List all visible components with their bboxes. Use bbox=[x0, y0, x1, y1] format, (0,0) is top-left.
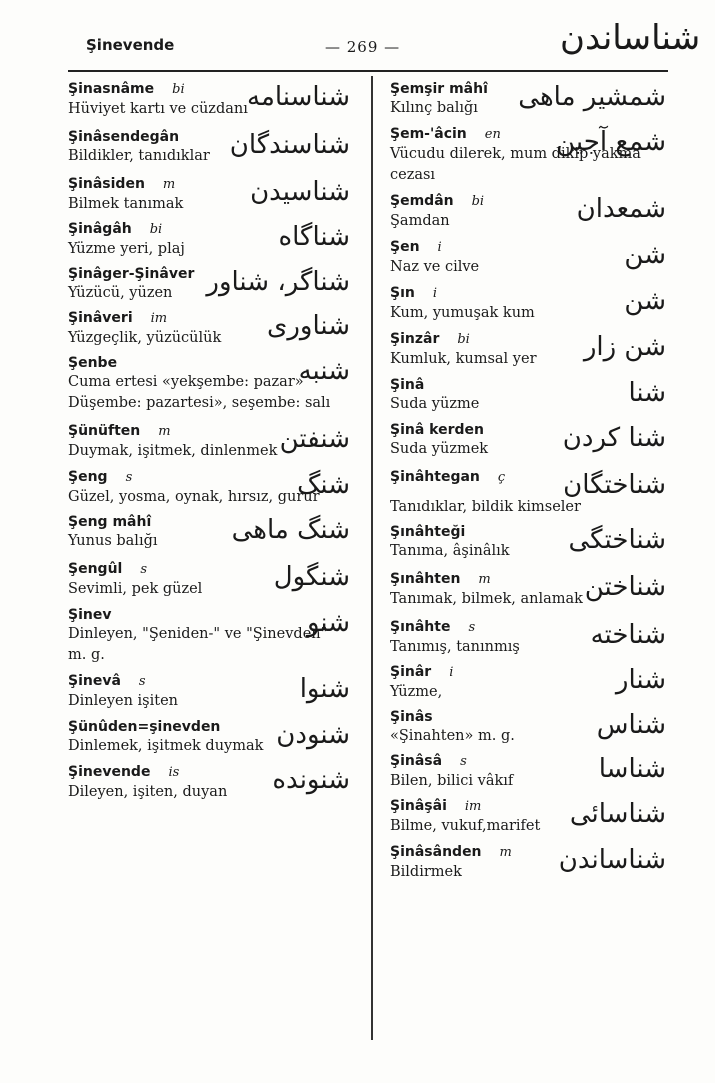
part-of-speech: s bbox=[138, 674, 146, 689]
entry-definition: Bildikler, tanıdıklar bbox=[68, 148, 210, 164]
arabic-script: شن bbox=[624, 240, 666, 270]
arabic-script: شن زار bbox=[583, 332, 666, 362]
entry-definition: Bilmek tanımak bbox=[68, 196, 184, 212]
part-of-speech: im bbox=[150, 311, 168, 326]
part-of-speech: i bbox=[432, 286, 438, 301]
headword-text: Şinevende bbox=[68, 764, 151, 780]
headword-text: Şünüften bbox=[68, 423, 141, 439]
part-of-speech: s bbox=[125, 470, 133, 485]
dictionary-entry bbox=[390, 618, 666, 658]
headword-text: Şinâger-Şinâver bbox=[68, 266, 195, 282]
dictionary-entry bbox=[390, 468, 666, 518]
part-of-speech: bi bbox=[149, 222, 163, 237]
part-of-speech: ç bbox=[497, 470, 506, 485]
dictionary-entry bbox=[68, 128, 350, 167]
headword-text: Şinâr bbox=[390, 664, 432, 680]
entry-definition: Naz ve cilve bbox=[390, 259, 480, 275]
part-of-speech: s bbox=[140, 562, 148, 577]
headword-text: Şinâsânden bbox=[390, 844, 482, 860]
arabic-script: شمعدان bbox=[576, 194, 666, 224]
right-column bbox=[390, 80, 666, 889]
dictionary-entry bbox=[68, 718, 350, 757]
dictionary-entry bbox=[68, 309, 350, 349]
entry-definition: Cuma ertesi «yekşembe: pazar» Düşembe: pazartesi», seşembe: salı bbox=[68, 374, 331, 411]
headword-text: Şın bbox=[390, 285, 415, 301]
entry-definition: Yunus balığı bbox=[68, 533, 158, 549]
entry-definition: Dileyen, işiten, duyan bbox=[68, 784, 228, 800]
entry-definition: Suda yüzmek bbox=[390, 441, 489, 457]
column-divider bbox=[371, 76, 373, 1040]
dictionary-entry bbox=[390, 376, 666, 415]
arabic-script: شنونده bbox=[272, 765, 350, 795]
dictionary-entry bbox=[68, 80, 350, 120]
dictionary-entry bbox=[68, 220, 350, 260]
entry-definition: «Şinahten» m. g. bbox=[390, 728, 515, 744]
dictionary-entry bbox=[390, 797, 666, 837]
arabic-script: شنوا bbox=[299, 674, 350, 704]
headword-text: Şinâsendegân bbox=[68, 129, 180, 145]
dictionary-entry bbox=[390, 192, 666, 232]
arabic-script: شناگر، شناور bbox=[206, 267, 350, 297]
arabic-script: شناختگی bbox=[568, 525, 666, 555]
headword-text: Şınâhten bbox=[390, 571, 461, 587]
arabic-script: شنگ ماهی bbox=[231, 515, 350, 545]
headword-text: Şinâsiden bbox=[68, 176, 145, 192]
entry-definition: Tanımak, bilmek, anlamak bbox=[390, 591, 583, 607]
headword-text: Şen bbox=[390, 239, 420, 255]
dictionary-entry bbox=[68, 265, 350, 304]
arabic-script: شنودن bbox=[276, 720, 350, 750]
entry-definition: Tanımış, tanınmış bbox=[390, 639, 520, 655]
headword-text: Şinâhtegan bbox=[390, 469, 480, 485]
entry-definition: Dinlemek, işitmek duymak bbox=[68, 738, 264, 754]
headword-text: Şınâhte bbox=[390, 619, 451, 635]
headword-text: Şengûl bbox=[68, 561, 123, 577]
headword-text: Şinev bbox=[68, 607, 112, 623]
arabic-script: شناساندن bbox=[558, 845, 666, 875]
arabic-script: شناگاه bbox=[278, 222, 350, 252]
arabic-script: شنا کردن bbox=[562, 423, 666, 453]
dictionary-entry bbox=[390, 708, 666, 747]
arabic-script: شنار bbox=[615, 665, 666, 695]
entry-definition: Yüzgeçlik, yüzücülük bbox=[68, 330, 222, 346]
running-head-arabic: شناساندن bbox=[560, 18, 701, 58]
entry-definition: Duymak, işitmek, dinlenmek bbox=[68, 443, 278, 459]
entry-definition: Vücudu dilerek, mum dikip yakma cezası bbox=[390, 146, 641, 183]
headword-text: Şeng bbox=[68, 469, 108, 485]
entry-definition: Yüzme, bbox=[390, 684, 443, 700]
dictionary-entry bbox=[68, 175, 350, 215]
arabic-script: شناسائی bbox=[569, 799, 666, 829]
entry-definition: Dinleyen işiten bbox=[68, 693, 179, 709]
dictionary-entry bbox=[390, 80, 666, 119]
headword-text: Şenbe bbox=[68, 355, 118, 371]
arabic-script: شناختگان bbox=[563, 470, 666, 500]
arabic-script: شناسندگان bbox=[229, 130, 350, 160]
part-of-speech: bi bbox=[172, 82, 185, 97]
arabic-script: شناسنامه bbox=[247, 82, 350, 112]
dictionary-entry bbox=[68, 763, 350, 803]
dictionary-entry bbox=[68, 422, 350, 462]
headword-text: Şinasnâme bbox=[68, 81, 155, 97]
part-of-speech: s bbox=[460, 754, 467, 769]
part-of-speech: m bbox=[158, 424, 171, 439]
entry-definition: Bilme, vukuf,marifet bbox=[390, 818, 541, 834]
part-of-speech: i bbox=[449, 665, 454, 680]
part-of-speech: s bbox=[468, 620, 476, 635]
headword-text: Şinâveri bbox=[68, 310, 133, 326]
part-of-speech: m bbox=[499, 845, 512, 860]
arabic-script: شناسیدن bbox=[250, 177, 350, 207]
left-column bbox=[68, 80, 350, 809]
entry-definition: Tanıma, âşinâlık bbox=[390, 543, 510, 559]
entry-definition: Hüviyet kartı ve cüzdanı bbox=[68, 101, 248, 117]
dictionary-entry bbox=[68, 468, 350, 508]
part-of-speech: bi bbox=[457, 332, 470, 347]
entry-definition: Kum, yumuşak kum bbox=[390, 305, 535, 321]
headword-text: Şinâ bbox=[390, 377, 425, 393]
arabic-script: شمشیر ماهی bbox=[518, 82, 666, 112]
entry-definition: Şamdan bbox=[390, 213, 450, 229]
headword-text: Şünûden=şinevden bbox=[68, 719, 221, 735]
dictionary-entry bbox=[68, 606, 350, 666]
dictionary-entry bbox=[68, 672, 350, 712]
headword-text: Şinâs bbox=[390, 709, 433, 725]
arabic-script: شنگول bbox=[273, 562, 350, 592]
dictionary-entry bbox=[68, 560, 350, 600]
headword-text: Şinâgâh bbox=[68, 221, 132, 237]
dictionary-entry bbox=[390, 663, 666, 703]
arabic-script: شناخته bbox=[590, 620, 666, 650]
dictionary-entry bbox=[390, 284, 666, 324]
dictionary-entry bbox=[390, 752, 666, 792]
entry-definition: Suda yüzme bbox=[390, 396, 480, 412]
headword-text: Şinâsâ bbox=[390, 753, 443, 769]
part-of-speech: bi bbox=[471, 194, 485, 209]
dictionary-entry bbox=[68, 354, 350, 414]
entry-definition: Güzel, yosma, oynak, hırsız, gurur bbox=[68, 489, 320, 505]
entry-definition: Yüzücü, yüzen bbox=[68, 285, 173, 301]
entry-definition: Tanıdıklar, bildik kimseler bbox=[390, 499, 581, 515]
arabic-script: شنو bbox=[306, 608, 350, 638]
arabic-script: شنا bbox=[628, 378, 666, 408]
arabic-script: شناس bbox=[596, 710, 666, 740]
entry-definition: Kılınç balığı bbox=[390, 100, 478, 116]
header-rule bbox=[68, 70, 668, 72]
headword-text: Şinâşâi bbox=[390, 798, 447, 814]
headword-text: Şinzâr bbox=[390, 331, 440, 347]
arabic-script: شنبه bbox=[298, 356, 350, 386]
arabic-script: شن bbox=[624, 286, 666, 316]
dictionary-entry bbox=[390, 523, 666, 562]
part-of-speech: m bbox=[478, 572, 491, 587]
arabic-script: شنگ bbox=[297, 470, 350, 500]
entry-definition: Kumluk, kumsal yer bbox=[390, 351, 537, 367]
entry-definition: Bilen, bilici vâkıf bbox=[390, 773, 514, 789]
headword-text: Şinâ kerden bbox=[390, 422, 484, 438]
page-number: — 269 — bbox=[325, 38, 401, 56]
headword-text: Şinevâ bbox=[68, 673, 121, 689]
entry-definition: Dinleyen, "Şeniden-" ve "Şinevden" m. g. bbox=[68, 626, 328, 663]
part-of-speech: i bbox=[437, 240, 442, 255]
dictionary-entry bbox=[390, 570, 666, 610]
headword-text: Şeng mâhî bbox=[68, 514, 152, 530]
arabic-script: شناوری bbox=[266, 311, 350, 341]
arabic-script: شمع آجین bbox=[556, 127, 666, 157]
arabic-script: شنفتن bbox=[279, 424, 350, 454]
part-of-speech: m bbox=[162, 177, 176, 192]
entry-definition: Bildirmek bbox=[390, 864, 462, 880]
part-of-speech: is bbox=[168, 765, 180, 780]
headword-text: Şemşir mâhî bbox=[390, 81, 488, 97]
dictionary-entry bbox=[68, 513, 350, 552]
arabic-script: شناسا bbox=[598, 754, 666, 784]
arabic-script: شناختن bbox=[584, 572, 666, 602]
headword-text: Şem-'âcin bbox=[390, 126, 467, 142]
entry-definition: Yüzme yeri, plaj bbox=[68, 241, 185, 257]
entry-definition: Sevimli, pek güzel bbox=[68, 581, 203, 597]
headword-text: Şınâhteği bbox=[390, 524, 466, 540]
headword-text: Şemdân bbox=[390, 193, 454, 209]
page-header bbox=[0, 0, 715, 70]
part-of-speech: im bbox=[464, 799, 482, 814]
entry-headword bbox=[390, 376, 666, 394]
dictionary-entry bbox=[390, 125, 666, 186]
part-of-speech: en bbox=[484, 127, 501, 142]
dictionary-entry bbox=[390, 843, 666, 883]
running-head: Şinevende bbox=[86, 36, 175, 54]
dictionary-entry bbox=[390, 421, 666, 460]
dictionary-entry bbox=[390, 330, 666, 370]
dictionary-entry bbox=[390, 238, 666, 278]
